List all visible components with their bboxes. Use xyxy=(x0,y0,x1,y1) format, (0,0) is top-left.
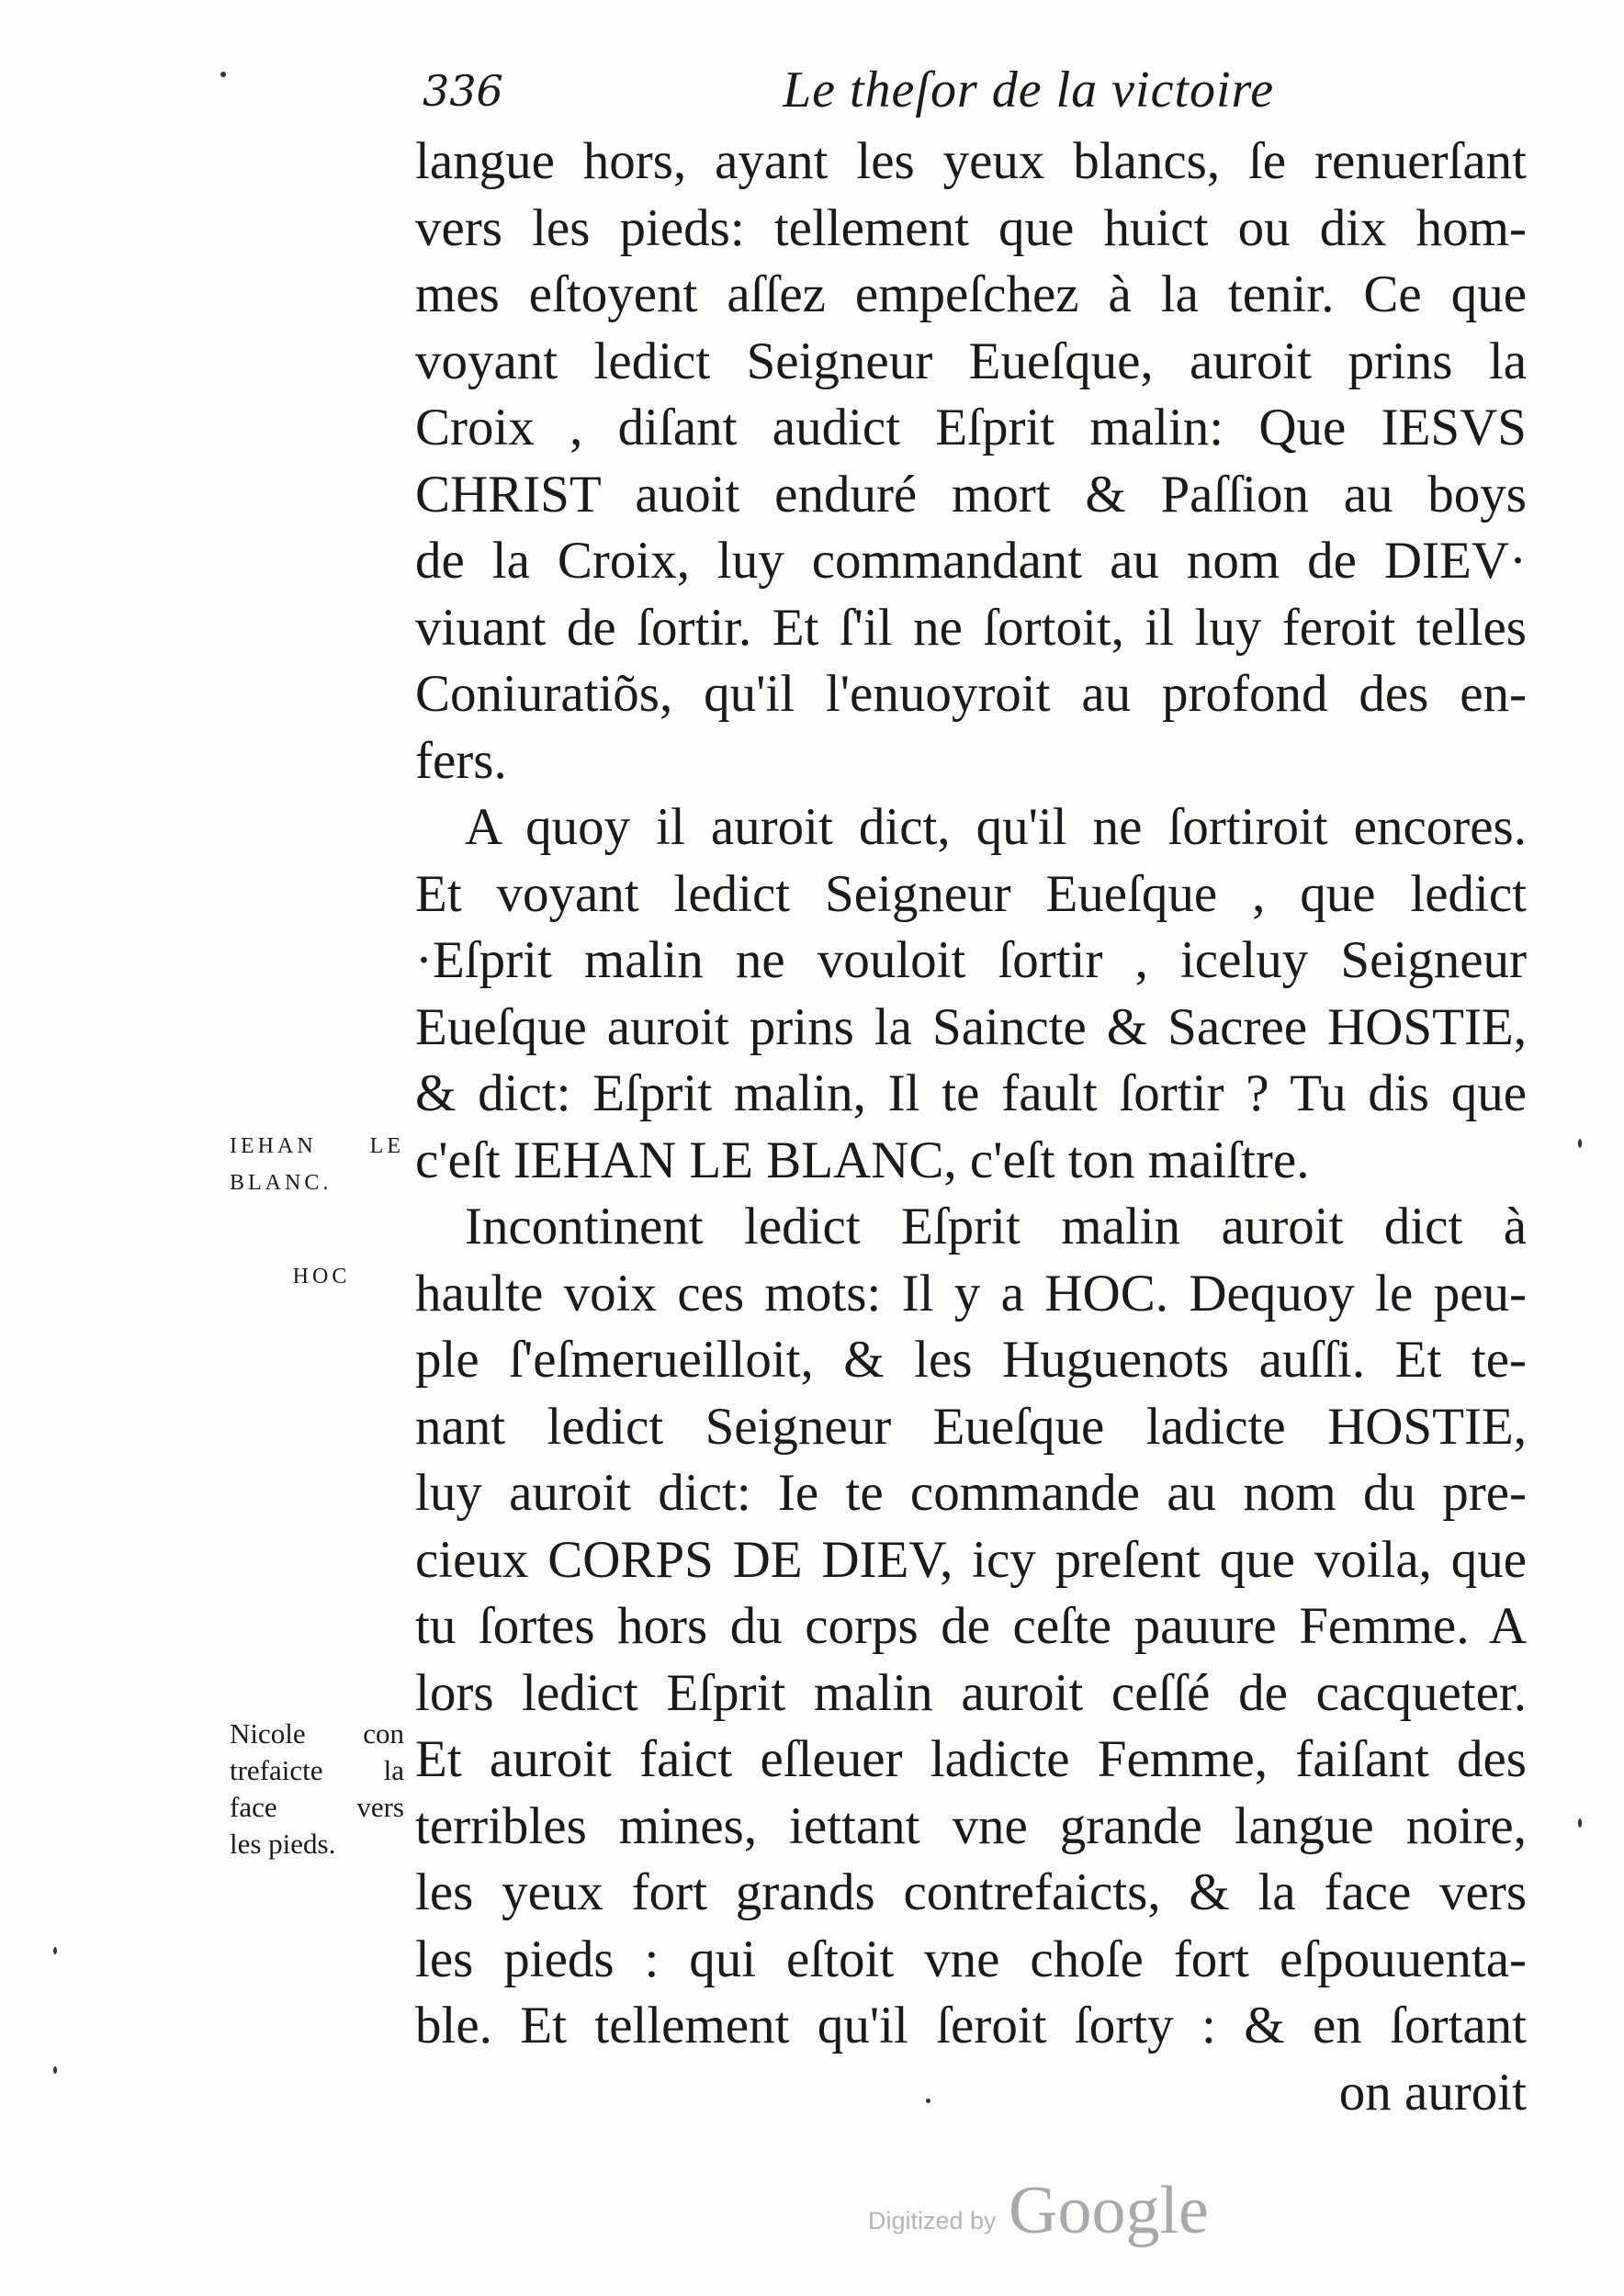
running-title: Le theſor de la victoire xyxy=(783,62,1275,118)
text-line: de la Croix, luy commandant au nom de DIEV· xyxy=(415,532,1527,590)
text-line: cieux CORPS DE DIEV, icy preſent que voila, que xyxy=(415,1530,1527,1589)
text-line: Incontinent ledict Eſprit malin auroit dict à xyxy=(465,1198,1527,1255)
margin-note-line: face vers xyxy=(230,1791,404,1823)
text-line: lors ledict Eſprit malin auroit ceſſé de cacqueter. xyxy=(415,1663,1527,1722)
catchword: on auroit xyxy=(1338,2063,1527,2122)
text-line: haulte voix ces mots: Il y a HOC. Dequoy le peu- xyxy=(415,1264,1527,1322)
text-line: c'eſt IEHAN LE BLANC, c'eſt ton maiſtre. xyxy=(415,1131,1310,1189)
text-line: les pieds : qui eſtoit vne choſe fort eſpouuenta- xyxy=(415,1930,1527,1988)
margin-note-nicole xyxy=(230,1716,404,1863)
text-line: CHRIST auoit enduré mort & Paſſion au boys xyxy=(415,465,1527,523)
margin-note-line: Nicole con xyxy=(230,1717,404,1750)
text-line: mes eſtoyent aſſez empeſchez à la tenir. Ce que xyxy=(415,265,1527,323)
ink-speck xyxy=(220,72,226,77)
text-line: langue hors, ayant les yeux blancs, ſe renuerſant xyxy=(415,132,1527,190)
ink-speck xyxy=(53,2066,57,2074)
ink-speck xyxy=(1578,1818,1582,1828)
margin-note-hoc xyxy=(276,1258,367,1295)
margin-note-line: BLANC. xyxy=(230,1171,333,1195)
text-line: viuant de ſortir. Et ſ'il ne ſortoit, il luy feroit telles xyxy=(415,598,1527,657)
margin-note-line: les pieds. xyxy=(230,1828,336,1860)
page-number: 336 xyxy=(423,66,503,116)
text-line: Eueſque auroit prins la Saincte & Sacree HOSTIE, xyxy=(415,997,1527,1056)
text-line: fers. xyxy=(415,731,507,790)
text-line: Et auroit faict eſleuer ladicte Femme, faiſant des xyxy=(415,1730,1527,1788)
text-line: Croix , diſant audict Eſprit malin: Que IESVS xyxy=(415,399,1527,456)
margin-note-line: IEHAN LE xyxy=(230,1134,404,1158)
margin-note-jehan xyxy=(230,1128,404,1201)
text-line: luy auroit dict: Ie te commande au nom du pre- xyxy=(415,1464,1527,1522)
watermark-brand: Google xyxy=(1009,2173,1209,2248)
text-line: ble. Et tellement qu'il ſeroit ſorty : & en ſortant xyxy=(415,1997,1527,2054)
text-line: nant ledict Seigneur Eueſque ladicte HOSTIE, xyxy=(415,1397,1527,1456)
ink-speck xyxy=(926,2099,930,2103)
page-header xyxy=(415,57,1527,130)
text-line: Et voyant ledict Seigneur Eueſque , que ledict xyxy=(415,864,1527,923)
margin-note-line: trefaicte la xyxy=(230,1754,404,1786)
watermark-prefix: Digitized by xyxy=(868,2207,997,2234)
text-line: vers les pieds: tellement que huict ou dix hom- xyxy=(415,198,1527,257)
ink-speck xyxy=(1578,1139,1582,1148)
text-line: Coniuratiõs, qu'il l'enuoyroit au profond des en- xyxy=(415,665,1527,723)
text-line: les yeux fort grands contrefaicts, & la face vers xyxy=(415,1863,1527,1921)
text-line: & dict: Eſprit malin, Il te fault ſortir ? Tu dis que xyxy=(415,1064,1527,1122)
text-line: voyant ledict Seigneur Eueſque, auroit prins la xyxy=(415,332,1527,390)
text-line: ·Eſprit malin ne vouloit ſortir , iceluy Seigneur xyxy=(415,931,1527,989)
ink-speck xyxy=(53,1947,57,1954)
text-line: A quoy il auroit dict, qu'il ne ſortiroit encores. xyxy=(465,798,1527,856)
body-text xyxy=(415,129,1527,2126)
digitized-watermark xyxy=(827,2172,1231,2248)
margin-note-line: HOC xyxy=(292,1265,351,1289)
text-line: terribles mines, iettant vne grande langue noire, xyxy=(415,1796,1527,1855)
text-line: ple ſ'eſmerueilloit, & les Huguenots auſſi. Et te- xyxy=(415,1331,1527,1389)
text-line: tu ſortes hors du corps de ceſte pauure Femme. A xyxy=(415,1597,1527,1655)
